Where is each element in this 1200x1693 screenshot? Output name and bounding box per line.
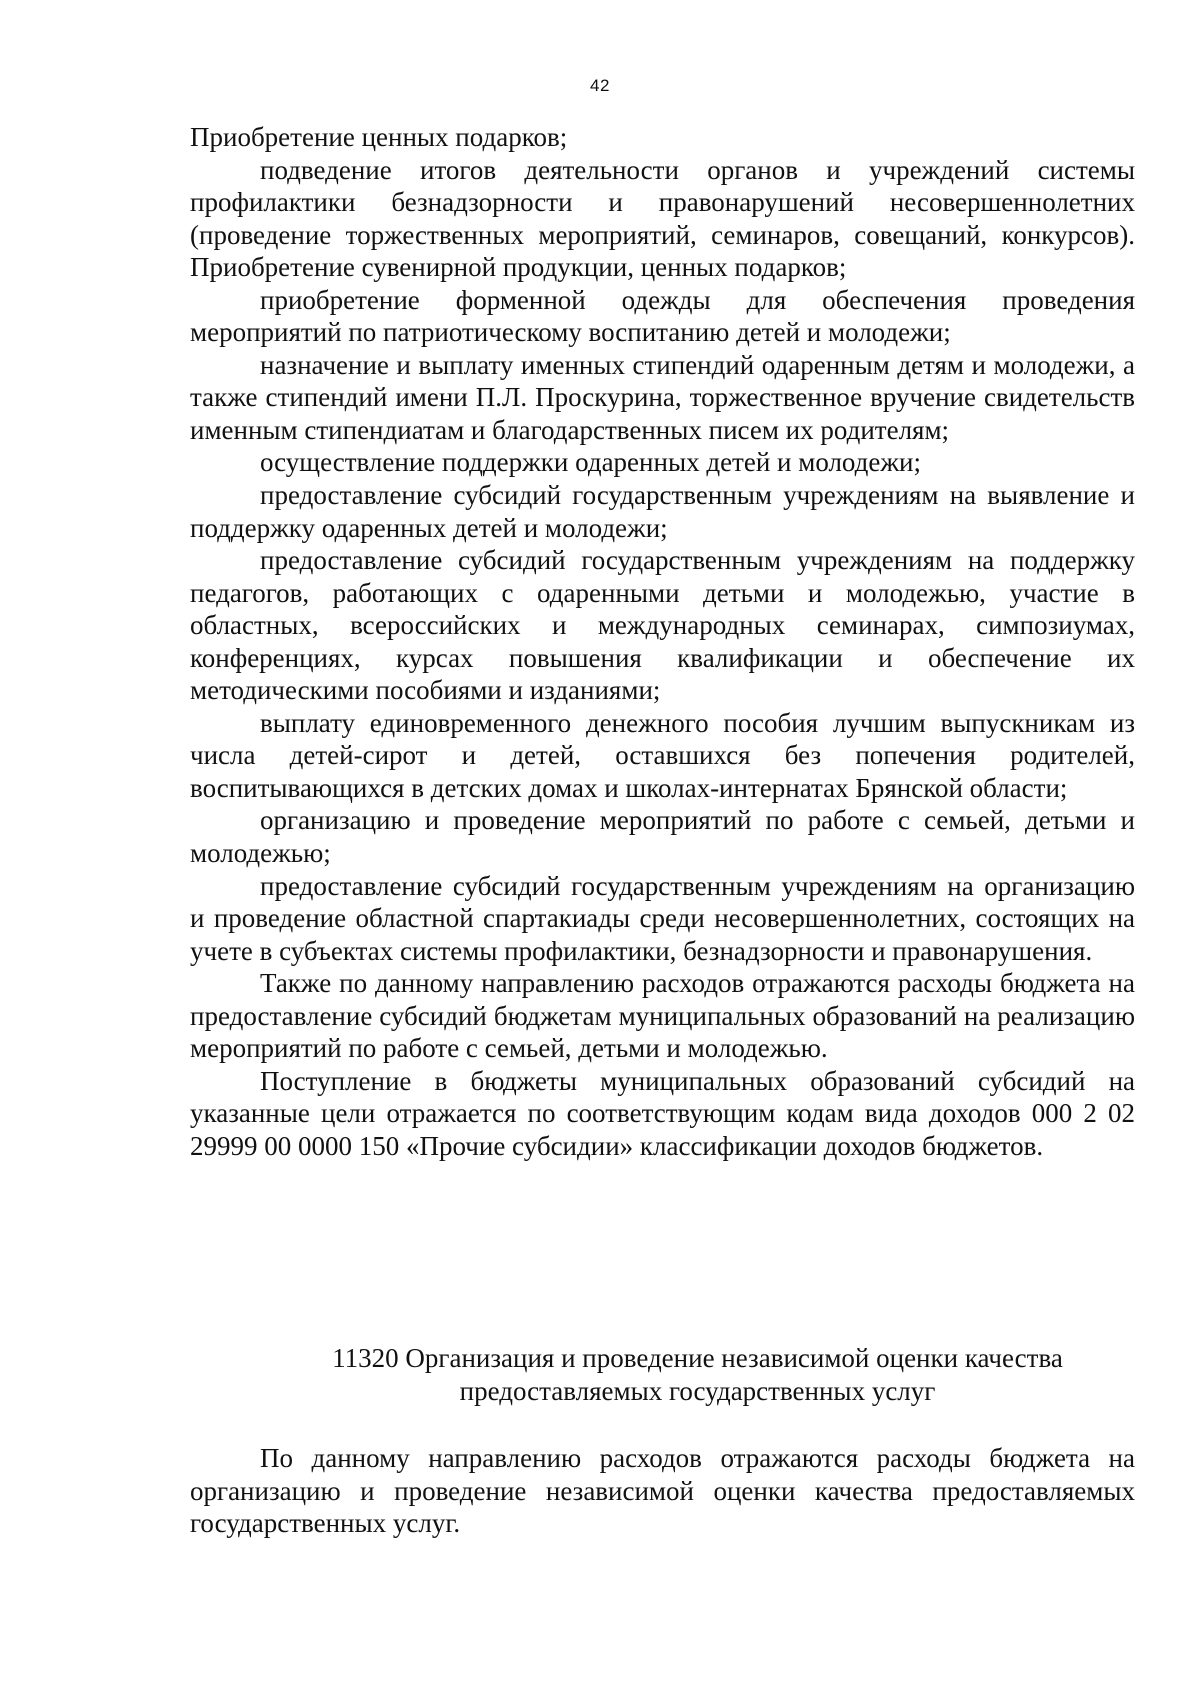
- page-number: 42: [590, 76, 610, 95]
- paragraph: выплату единовременного денежного пособия лучшим выпускникам из числа детей-сирот и детей, оставшихся без попечения родителей, воспитывающихся в детских домах и школах-интернатах Брянской области;: [190, 707, 1135, 803]
- section-body: [190, 1442, 1135, 1540]
- section-heading-line-2: предоставляемых государственных услуг: [459, 1376, 936, 1406]
- section-paragraph: По данному направлению расходов отражаются расходы бюджета на организацию и проведение независимой оценки качества предоставляемых государственных услуг.: [190, 1443, 1135, 1538]
- paragraph: осуществление поддержки одаренных детей и молодежи;: [260, 447, 921, 478]
- paragraph: Также по данному направлению расходов отражаются расходы бюджета на предоставление субсидий бюджетам муниципальных образований на реализацию мероприятий по работе с семьей, детьми и молодежью.: [190, 968, 1135, 1064]
- paragraph: подведение итогов деятельности органов и учреждений системы профилактики безнадзорности и правонарушений несовершеннолетних (проведение торжественных мероприятий, семинаров, совещаний, конкурсов). Приобретение сувенирной продукции, ценных подарков;: [190, 154, 1135, 283]
- paragraph: предоставление субсидий государственным учреждениям на выявление и поддержку одаренных детей и молодежи;: [190, 480, 1135, 543]
- paragraph: назначение и выплату именных стипендий одаренным детям и молодежи, а также стипендий имени П.Л. Проскурина, торжественное вручение свидетельств именным стипендиатам и благодарственных писем их родителям;: [190, 349, 1135, 445]
- document-body: [190, 121, 1135, 1163]
- paragraph: приобретение форменной одежды для обеспечения проведения мероприятий по патриотическому воспитанию детей и молодежи;: [190, 284, 1135, 348]
- section-heading-line-1: 11320 Организация и проведение независимой оценки качества: [332, 1343, 1063, 1373]
- paragraph: предоставление субсидий государственным учреждениям на организацию и проведение областной спартакиады среди несовершеннолетних, состоящих на учете в субъектах системы профилактики, безнадзорности и правонарушения.: [190, 870, 1135, 966]
- paragraph: Поступление в бюджеты муниципальных образований субсидий на указанные цели отражается по соответствующим кодам вида доходов 000 2 02 29999 00 0000 150 «Прочие субсидии» классификации доходов бюджетов.: [190, 1065, 1135, 1161]
- paragraph: организацию и проведение мероприятий по работе с семьей, детьми и молодежью;: [190, 805, 1135, 869]
- paragraph: предоставление субсидий государственным учреждениям на поддержку педагогов, работающих с одаренными детьми и молодежью, участие в областных, всероссийских и международных семинарах, симпозиумах, конференциях, курсах повышения квалификации и обеспечение их методическими пособиями и изданиями;: [190, 545, 1135, 706]
- paragraph: Приобретение ценных подарков;: [190, 122, 568, 152]
- section-heading: [190, 1342, 1135, 1408]
